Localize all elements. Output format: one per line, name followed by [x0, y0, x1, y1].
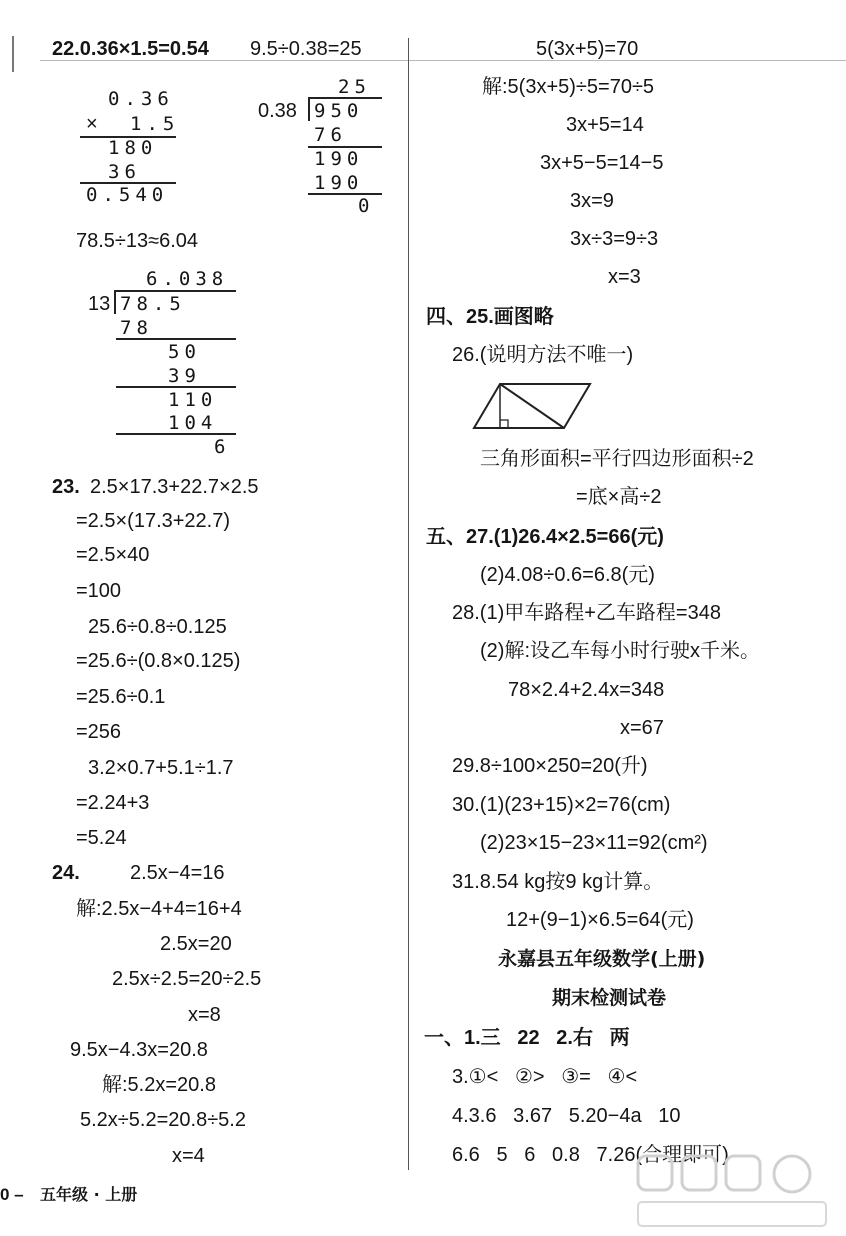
answer-6-7: 6.6 5 6 0.8 7.26(合理即可): [452, 1144, 729, 1166]
mul-result: 0.540: [86, 184, 169, 206]
q28-equation: 78×2.4+2.4x=348: [508, 679, 665, 701]
q28-answer: x=67: [620, 717, 664, 739]
q28-part-2: (2)解:设乙车每小时行驶x千米。: [480, 640, 760, 662]
header-rule: [40, 60, 846, 61]
div1-bar: [310, 97, 382, 99]
eq-line-4: 3x+5−5=14−5: [540, 152, 664, 174]
q23-line-8: =256: [76, 721, 122, 743]
column-separator: [408, 38, 409, 1170]
q30-part-1: 30.(1)(23+15)×2=76(cm): [452, 794, 671, 816]
q23-label: 23.: [52, 476, 80, 498]
div2-step-4: 110: [168, 389, 218, 411]
div1-step-4: 0: [358, 195, 375, 217]
right-angle-mark: [500, 420, 508, 428]
eq-line-7: x=3: [608, 266, 641, 288]
div1-quotient: 25: [338, 76, 371, 98]
q27-part-2: (2)4.08÷0.6=6.8(元): [480, 564, 655, 586]
div2-step-1: 78: [120, 317, 153, 339]
q26-formula: =底×高÷2: [576, 486, 662, 508]
q26-line: 26.(说明方法不唯一): [452, 344, 634, 366]
mul-operand-a: 0.36: [108, 88, 174, 110]
mul-operator: ×: [86, 113, 98, 135]
q23-line-5: 25.6÷0.8÷0.125: [88, 616, 227, 638]
q24-line-8: 5.2x÷5.2=20.8÷5.2: [80, 1109, 246, 1131]
q24-label: 24.: [52, 862, 80, 884]
q31-part-1: 31.8.54 kg按9 kg计算。: [452, 871, 664, 893]
watermark-logo: [632, 1152, 832, 1232]
div2-bracket: [114, 290, 116, 314]
div2-rule-1: [116, 338, 236, 340]
q28-part-1: 28.(1)甲车路程+乙车路程=348: [452, 602, 721, 624]
div2-step-2: 50: [168, 341, 201, 363]
page-number: 0 –: [0, 1185, 24, 1204]
q31-part-2: 12+(9−1)×6.5=64(元): [506, 909, 694, 931]
div2-dividend: 78.5: [120, 293, 186, 315]
q25-line: 四、25.画图略: [426, 306, 554, 328]
answer-3: 3.①< ②> ③= ④<: [452, 1066, 638, 1088]
q24-line-1: 2.5x−4=16: [130, 862, 225, 884]
div1-step-3: 190: [314, 172, 364, 194]
mul-operand-b: 1.5: [130, 113, 180, 135]
q22-header-b: 9.5÷0.38=25: [250, 38, 362, 60]
eq-line-3: 3x+5=14: [566, 114, 644, 136]
div1-step-1: 76: [314, 124, 347, 146]
div1-step-2: 190: [314, 148, 364, 170]
mul-partial-2: 36: [108, 161, 141, 183]
q29-line: 29.8÷100×250=20(升): [452, 755, 648, 777]
exam-title: 永嘉县五年级数学(上册): [498, 948, 706, 970]
q23-line-9: 3.2×0.7+5.1÷1.7: [88, 757, 234, 779]
section-1-answers: 一、1.三 22 2.右 两: [424, 1027, 630, 1049]
q23-line-7: =25.6÷0.1: [76, 686, 166, 708]
parallelogram-figure: [472, 380, 594, 432]
eq-line-5: 3x=9: [570, 190, 614, 212]
mul-partial-1: 180: [108, 137, 158, 159]
q24-line-6: 9.5x−4.3x=20.8: [70, 1039, 208, 1061]
q22-header-a: 22.0.36×1.5=0.54: [52, 38, 209, 60]
div2-rule-2: [116, 386, 236, 388]
div1-dividend: 950: [314, 100, 364, 122]
exam-subtitle: 期末检测试卷: [552, 987, 667, 1009]
div2-quotient: 6.038: [146, 268, 229, 290]
eq-line-6: 3x÷3=9÷3: [570, 228, 659, 250]
q23-line-2: =2.5×(17.3+22.7): [76, 510, 231, 532]
eq-line-1: 5(3x+5)=70: [536, 38, 639, 60]
q23-line-3: =2.5×40: [76, 544, 150, 566]
q23-line-11: =5.24: [76, 827, 127, 849]
q26-triangle-area: 三角形面积=平行四边形面积÷2: [480, 448, 754, 470]
div1-divisor: 0.38: [258, 100, 297, 122]
eq-line-2: 解:5(3x+5)÷5=70÷5: [482, 76, 655, 98]
approx-division-line: 78.5÷13≈6.04: [76, 230, 199, 252]
grade-label: 五年级 · 上册: [40, 1185, 138, 1204]
q27-part-1: 五、27.(1)26.4×2.5=66(元): [426, 526, 664, 548]
q23-line-4: =100: [76, 580, 122, 602]
div2-rule-3: [116, 433, 236, 435]
answer-4-5: 4.3.6 3.67 5.20−4a 10: [452, 1105, 681, 1127]
q23-line-10: =2.24+3: [76, 792, 150, 814]
q24-line-9: x=4: [172, 1145, 205, 1167]
q30-part-2: (2)23×15−23×11=92(cm²): [480, 832, 708, 854]
div2-step-5: 104: [168, 412, 218, 434]
q23-line-6: =25.6÷(0.8×0.125): [76, 650, 241, 672]
q24-line-4: 2.5x÷2.5=20÷2.5: [112, 968, 262, 990]
div2-step-6: 6: [214, 436, 231, 458]
div2-divisor: 13: [88, 293, 111, 315]
q24-line-5: x=8: [188, 1004, 221, 1026]
page-edge-mark: [12, 36, 14, 72]
q23-line-1: 2.5×17.3+22.7×2.5: [90, 476, 259, 498]
q24-line-2: 解:2.5x−4+4=16+4: [76, 898, 242, 920]
div1-bracket: [308, 97, 310, 121]
q24-line-3: 2.5x=20: [160, 933, 232, 955]
div2-step-3: 39: [168, 365, 201, 387]
q24-line-7: 解:5.2x=20.8: [102, 1074, 216, 1096]
div2-bar: [116, 290, 236, 292]
parallelogram-diagonal: [500, 384, 564, 428]
